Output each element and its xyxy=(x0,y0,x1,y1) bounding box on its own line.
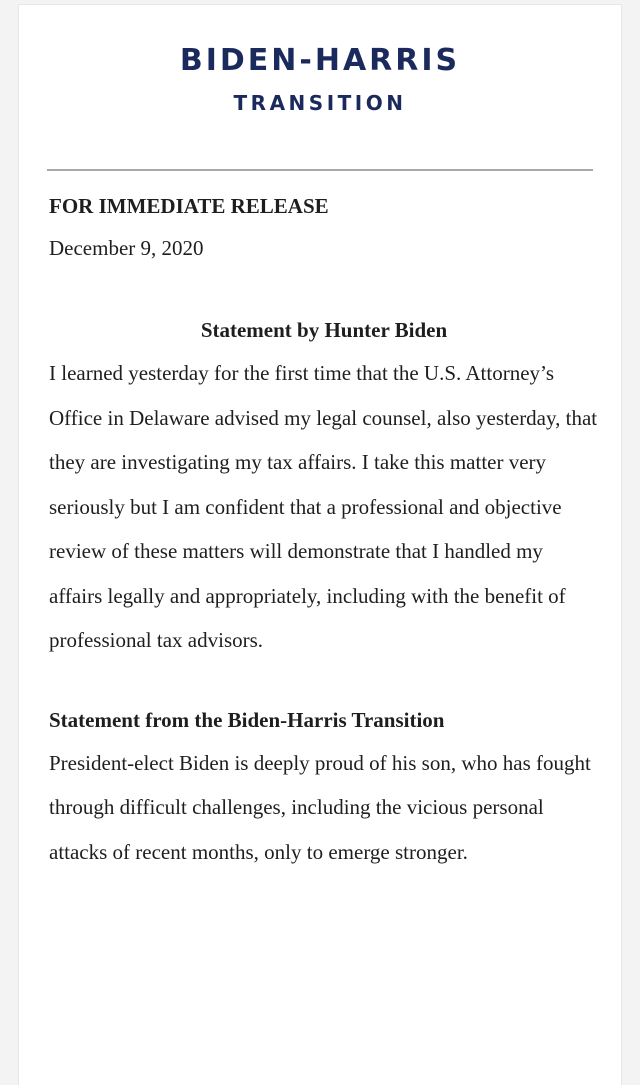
press-release-page xyxy=(18,4,622,1085)
statement-heading-transition: Statement from the Biden-Harris Transition xyxy=(49,707,445,732)
release-label: FOR IMMEDIATE RELEASE xyxy=(49,194,329,218)
statement-body-hunter-biden: I learned yesterday for the first time that the U.S. Attorney’s Office in Delaware advised my legal counsel, also yesterday, that they are investigating my tax affairs. I take this matter very seriously but I am confident that a professional and objective review of these matters will demonstrate that I handled my affairs legally and appropriately, including with the benefit of professional tax advisors. xyxy=(49,361,598,652)
brand-title: BIDEN-HARRIS xyxy=(179,43,461,78)
statement-heading-hunter-biden: Statement by Hunter Biden xyxy=(200,318,448,342)
statement-body-transition: President-elect Biden is deeply proud of his son, who has fought through difficult challenges, including the vicious personal attacks of recent months, only to emerge stronger. xyxy=(49,750,591,864)
release-content xyxy=(49,191,599,874)
release-date: December 9, 2020 xyxy=(49,236,204,260)
header-divider xyxy=(47,169,593,171)
brand-subtitle: TRANSITION xyxy=(233,91,407,115)
